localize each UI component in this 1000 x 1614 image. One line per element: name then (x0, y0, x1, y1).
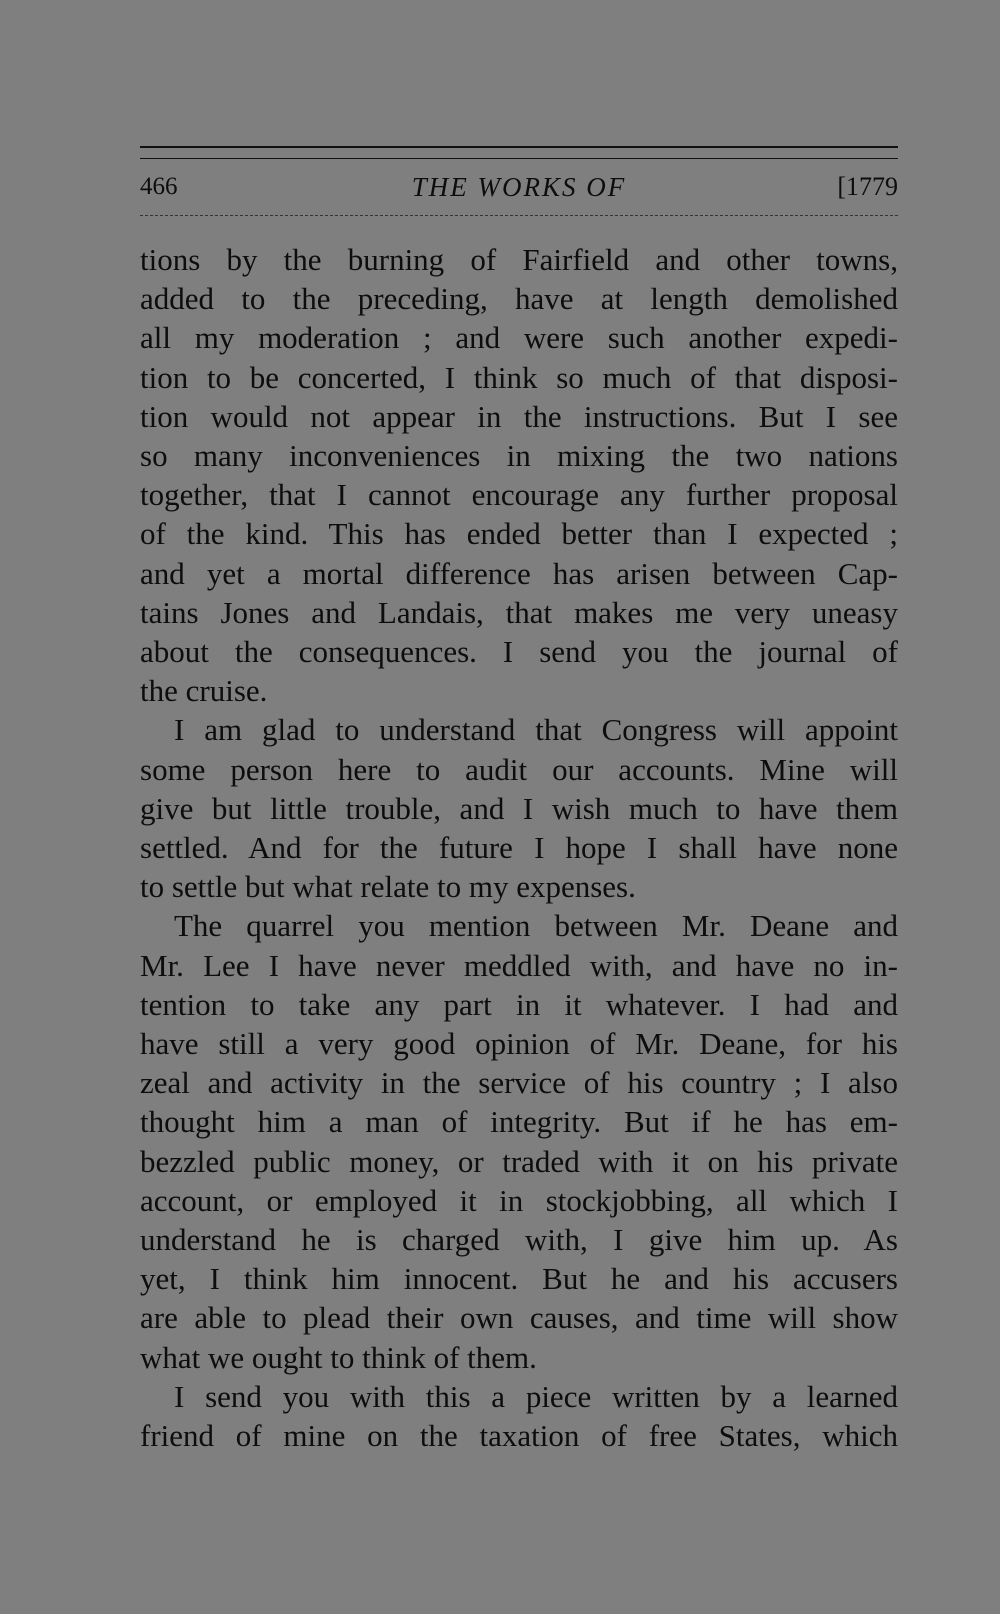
text-line: of the kind. This has ended better than I expected ; (140, 516, 898, 552)
running-year: [1779 (837, 172, 898, 201)
body-text (140, 240, 898, 1455)
paragraph (140, 1377, 898, 1455)
text-line: thought him a man of integrity. But if he has em- (140, 1104, 898, 1140)
text-line: settled. And for the future I hope I shall have none (140, 830, 898, 866)
text-line: and yet a mortal difference has arisen between Cap- (140, 555, 898, 591)
text-line: bezzled public money, or traded with it on his private (140, 1143, 898, 1179)
text-line: some person here to audit our accounts. Mine will (140, 751, 898, 787)
text-line: have still a very good opinion of Mr. Deane, for his (140, 1026, 898, 1062)
text-line: yet, I think him innocent. But he and his accusers (140, 1261, 898, 1297)
text-line: Mr. Lee I have never meddled with, and have no in- (140, 947, 898, 983)
paragraph (140, 240, 898, 710)
text-line: give but little trouble, and I wish much to have them (140, 790, 898, 826)
text-line: are able to plead their own causes, and time will show (140, 1300, 898, 1336)
text-line: friend of mine on the taxation of free States, which (140, 1418, 898, 1454)
text-line: The quarrel you mention between Mr. Deane and (174, 908, 898, 944)
running-head (140, 159, 898, 215)
text-line: so many inconveniences in mixing the two nations (140, 438, 898, 474)
text-line: to settle but what relate to my expenses. (140, 869, 636, 905)
text-line: I am glad to understand that Congress will appoint (174, 712, 898, 748)
book-page (140, 146, 898, 1455)
text-line: the cruise. (140, 673, 268, 709)
page-number: 466 (140, 173, 178, 200)
text-line: tions by the burning of Fairfield and other towns, (140, 242, 898, 277)
text-line: all my moderation ; and were such another expedi- (140, 320, 898, 356)
header-rule-dashed (140, 215, 898, 216)
text-line: tion to be concerted, I think so much of that disposi- (140, 359, 898, 395)
text-line: tains Jones and Landais, that makes me very uneasy (140, 594, 898, 630)
text-line: added to the preceding, have at length demolished (140, 281, 898, 317)
header-rule-top (140, 146, 898, 148)
running-title: THE WORKS OF (411, 172, 627, 202)
text-line: together, that I cannot encourage any further proposal (140, 477, 898, 513)
text-line: account, or employed it in stockjobbing, all which I (140, 1182, 898, 1218)
text-line: what we ought to think of them. (140, 1339, 537, 1375)
paragraph (140, 710, 898, 906)
text-line: about the consequences. I send you the journal of (140, 634, 898, 670)
text-line: zeal and activity in the service of his country ; I also (140, 1065, 898, 1101)
text-line: I send you with this a piece written by a learned (174, 1378, 898, 1414)
text-line: tion would not appear in the instructions. But I see (140, 398, 898, 434)
text-line: tention to take any part in it whatever. I had and (140, 986, 898, 1022)
text-line: understand he is charged with, I give him up. As (140, 1222, 898, 1258)
paragraph (140, 906, 898, 1376)
